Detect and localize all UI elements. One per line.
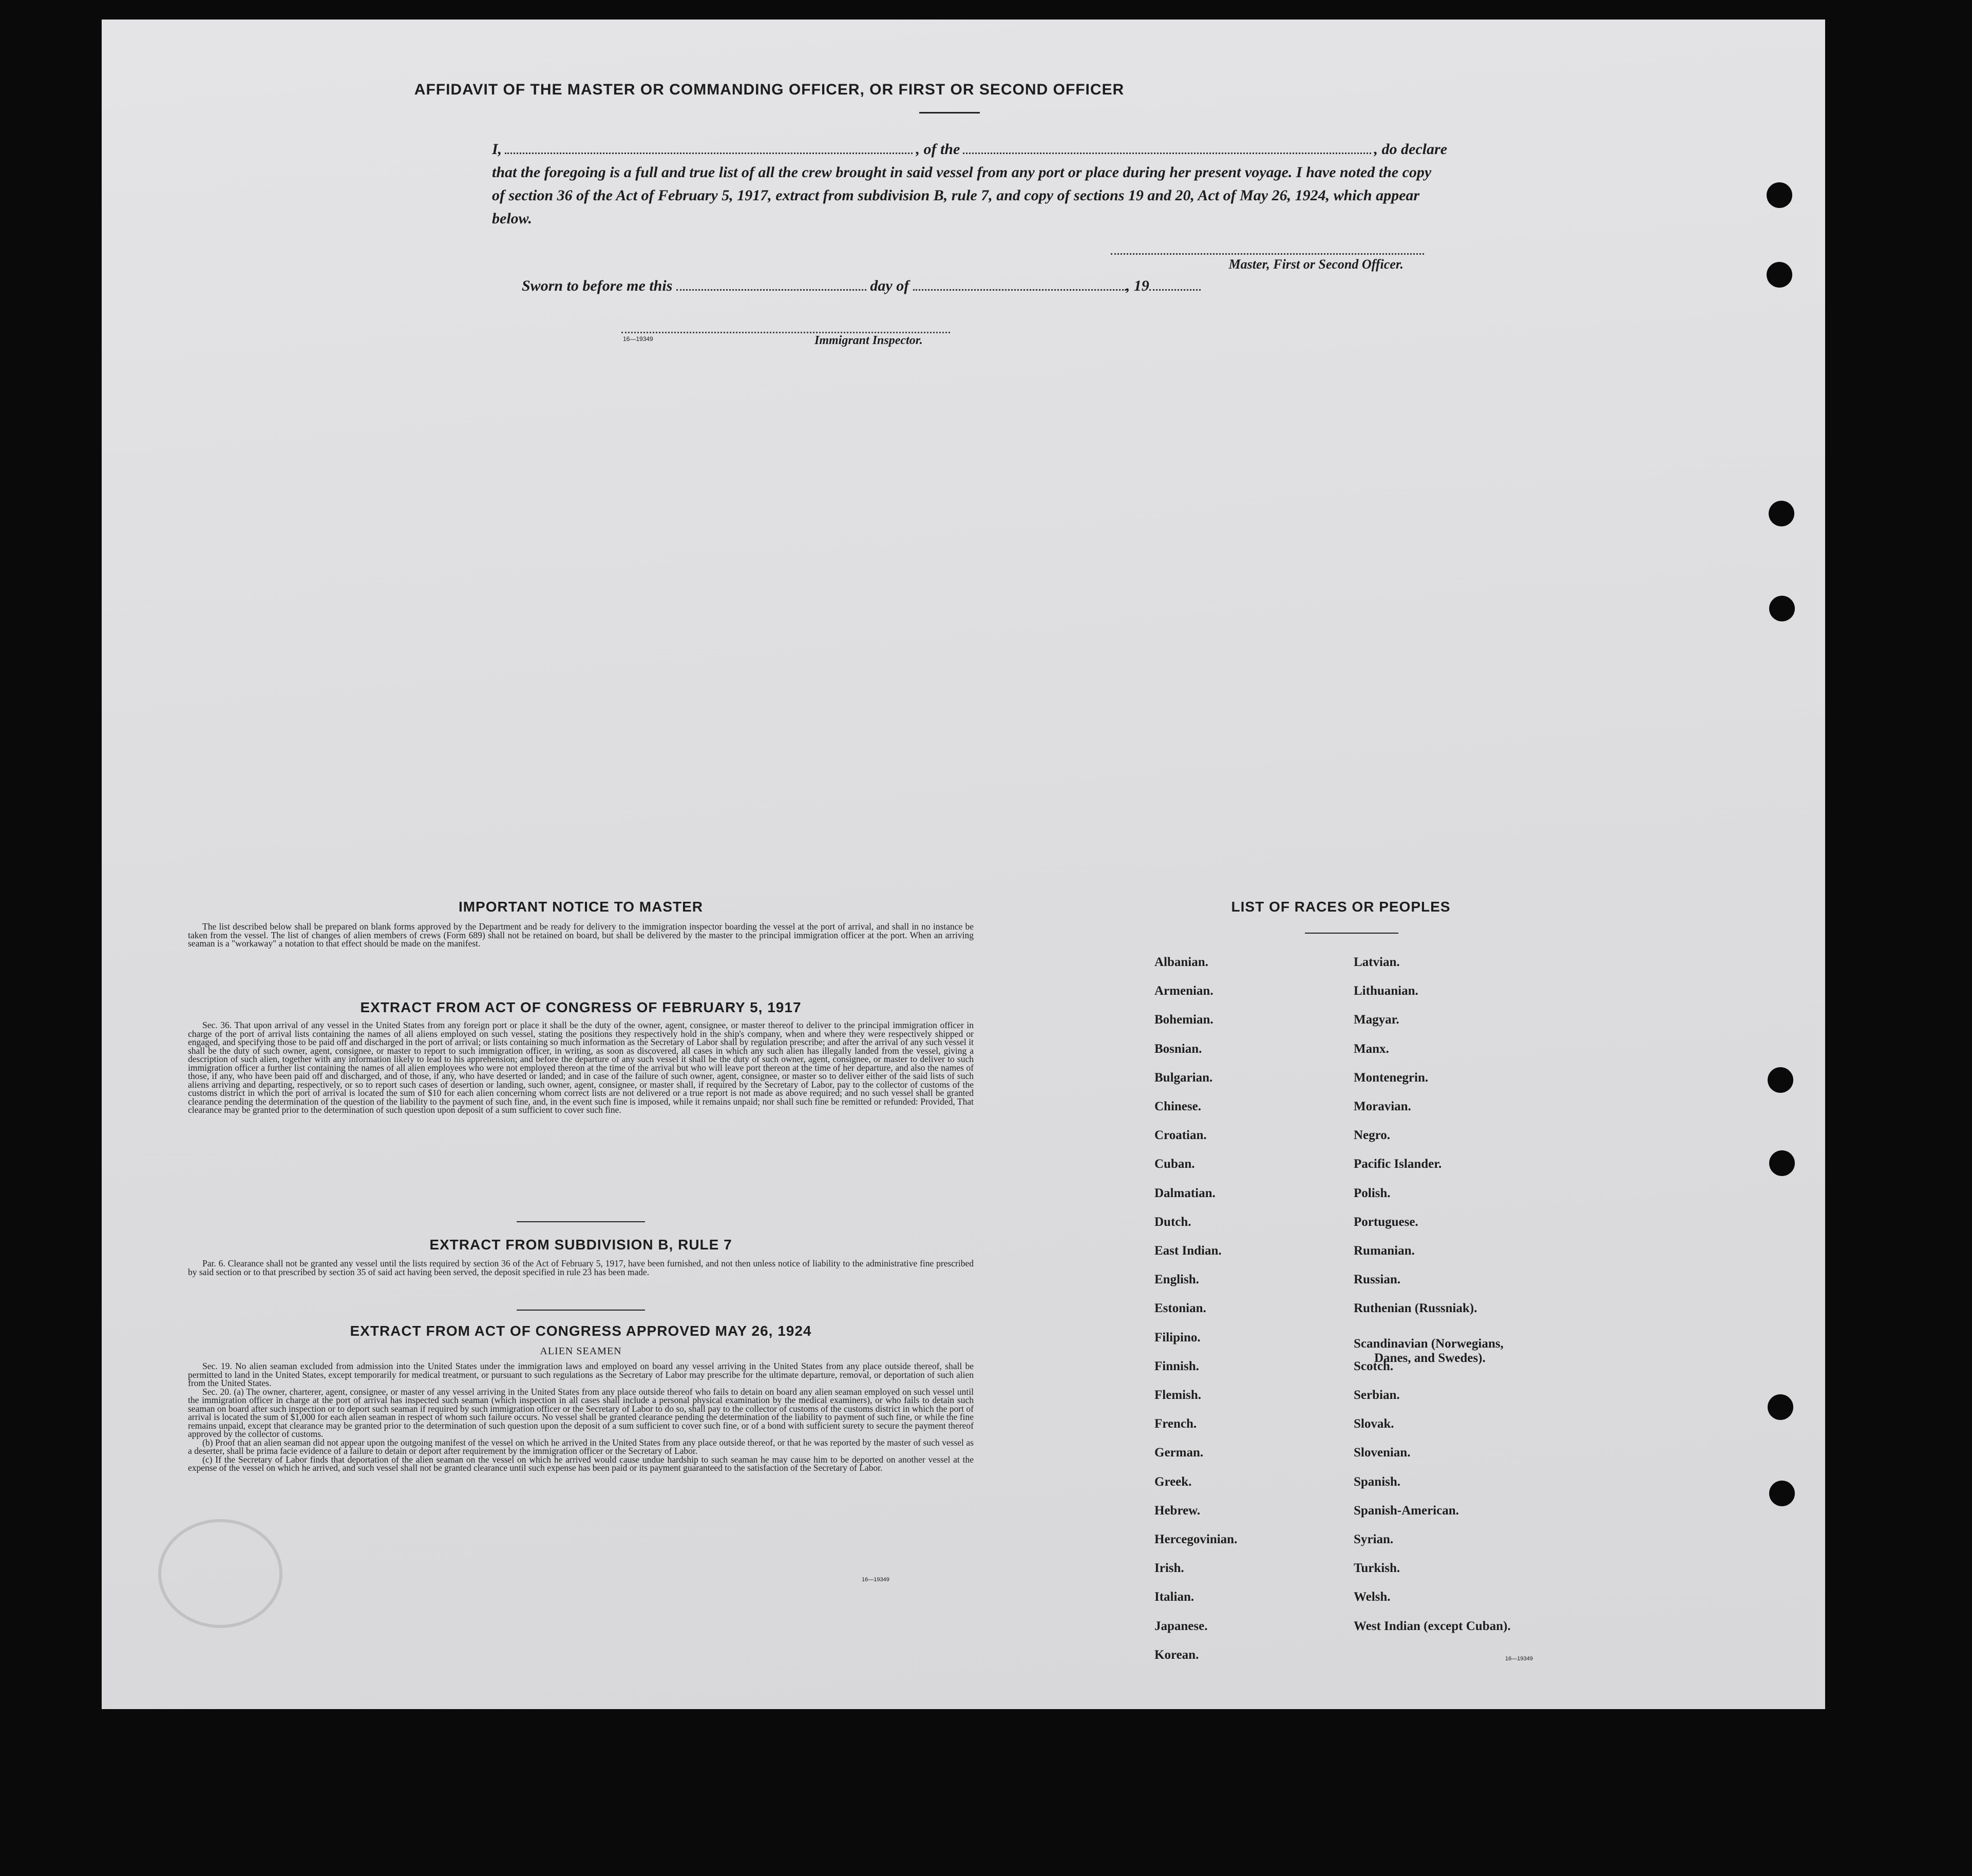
punch-hole	[1769, 596, 1795, 621]
notice-text	[188, 922, 974, 948]
race-item: Negro.	[1354, 1128, 1391, 1143]
section-rule	[517, 1221, 645, 1222]
race-item: Magyar.	[1354, 1013, 1399, 1027]
race-item: Manx.	[1354, 1041, 1389, 1056]
race-item: Spanish-American.	[1354, 1503, 1459, 1518]
race-item: German.	[1154, 1446, 1204, 1460]
document-page	[102, 20, 1825, 1709]
section-36: Sec. 36. That upon arrival of any vessel in the United States from any foreign port or place it shall be the duty of the owner, agent, consignee, or master thereof to deliver to the principal immigration officer in charge of the port of arrival lists containing the names of all aliens employed on such vessel, stating the positions they respectively hold in the ship's company, when and where they were respectively shipped or engaged, and specifying those to be paid off and discharged in the port of arrival; or lists containing so much information as the Secretary of Labor shall by regulation prescribe; and after the arrival of any such vessel it shall be the duty of such owner, agent, consignee, or master to report to such immigration officer, in writing, as soon as discovered, all cases in which any such alien has illegally landed from the vessel, giving a description of such alien, together with any information likely to lead to his apprehension; and before the departure of any such vessel it shall be the duty of such owner, agent, consignee, or master to deliver to such immigration officer a further list containing the names of all alien employees who were not employed thereon at the time of the arrival but who will leave port thereon at the time of her departure, and also the names of those, if any, who have been paid off and discharged, and of those, if any, who have deserted or landed; and in case of the failure of such owner, agent, consignee, or master so to deliver either of the said lists of such aliens arriving and departing, respectively, or so to report such cases of desertion or landing, such owner, agent, consignee, or master shall, if required by the Secretary of Labor, pay to the collector of customs of the customs district in which the port of arrival is located the sum of $10 for each alien concerning whom correct lists are not delivered or a true report is not made as above required; and no such vessel shall be granted clearance pending the determination of the question of the liability to the payment of such fine, and, in the event such fine is imposed, while it remains unpaid; nor shall such fine be remitted or refunded: Provided, That clearance may be granted prior to the determination of such question upon deposit of a sum sufficient to cover such fine.	[188, 1020, 974, 1115]
race-item: Dalmatian.	[1154, 1186, 1216, 1200]
declaration	[492, 138, 1447, 230]
inspector-signature-line[interactable]	[621, 332, 950, 333]
race-item: Serbian.	[1354, 1388, 1400, 1402]
extract-rule7-text	[188, 1259, 974, 1276]
of-label: , of the	[916, 141, 960, 158]
race-item: Albanian.	[1154, 955, 1208, 969]
race-item: Lithuanian.	[1354, 984, 1418, 998]
punch-hole	[1769, 1481, 1795, 1506]
race-item: Korean.	[1154, 1647, 1199, 1662]
punch-hole	[1768, 1394, 1793, 1420]
race-item: Bulgarian.	[1154, 1070, 1213, 1085]
punch-hole	[1767, 182, 1792, 208]
month-blank[interactable]	[913, 289, 1126, 291]
race-item: Armenian.	[1154, 984, 1213, 998]
race-item: East Indian.	[1154, 1244, 1222, 1258]
race-item: Estonian.	[1154, 1301, 1206, 1316]
master-signature-line[interactable]	[1111, 253, 1424, 255]
race-item: Hebrew.	[1154, 1503, 1201, 1518]
race-item: Spanish.	[1354, 1474, 1401, 1489]
alien-seamen-subtitle: ALIEN SEAMEN	[540, 1346, 622, 1357]
section-20b: (b) Proof that an alien seaman did not appear upon the outgoing manifest of the vessel on which he arrived in the United States from any place outside thereof, or that he was reported by the master of such vessel as a deserter, shall be prima facie evidence of a failure to detain or deport after requirement by the immigration officer or the Secretary of Labor.	[188, 1437, 974, 1456]
punch-hole	[1769, 1150, 1795, 1176]
extract-1924-text	[188, 1362, 974, 1472]
declaration-text: that the foregoing is a full and true list of all the crew brought in said vessel from any port or place during her present voyage. I have noted the copy of section 36 of the Act of February 5, 1917, extract from subdivision B, rule 7, and copy of sections 19 and 20, Act of May 26, 1924, which appear below.	[492, 164, 1432, 227]
race-item: Polish.	[1354, 1186, 1391, 1200]
sworn-label: Sworn to before me this	[522, 277, 673, 294]
race-item: Japanese.	[1154, 1619, 1208, 1633]
race-item: Welsh.	[1354, 1590, 1391, 1604]
race-item: Finnish.	[1154, 1359, 1199, 1373]
races-title: LIST OF RACES OR PEOPLES	[1231, 899, 1451, 915]
race-item: English.	[1154, 1273, 1199, 1287]
race-item: Slovenian.	[1354, 1446, 1411, 1460]
title-rule	[919, 112, 980, 113]
race-item: Cuban.	[1154, 1157, 1195, 1171]
race-item: Portuguese.	[1354, 1215, 1418, 1229]
punch-hole	[1767, 262, 1792, 288]
notice-title: IMPORTANT NOTICE TO MASTER	[458, 899, 704, 915]
i-label: I,	[492, 141, 502, 158]
race-item: Irish.	[1154, 1561, 1184, 1576]
year-label: , 19	[1126, 277, 1149, 294]
form-number: 16—19349	[1505, 1656, 1533, 1662]
race-item: Montenegrin.	[1354, 1070, 1429, 1085]
vessel-blank[interactable]	[963, 153, 1371, 154]
race-item: Russian.	[1354, 1273, 1401, 1287]
race-item: Bohemian.	[1154, 1013, 1213, 1027]
race-item: West Indian (except Cuban).	[1354, 1619, 1511, 1633]
punch-hole	[1769, 501, 1794, 526]
inspector-label: Immigrant Inspector.	[814, 334, 923, 347]
punch-hole	[1768, 1067, 1793, 1093]
race-item: Turkish.	[1354, 1561, 1400, 1576]
race-item: Filipino.	[1154, 1330, 1201, 1344]
year-blank[interactable]	[1149, 289, 1201, 291]
race-item: Dutch.	[1154, 1215, 1191, 1229]
race-item: Latvian.	[1354, 955, 1400, 969]
race-item: Greek.	[1154, 1474, 1192, 1489]
sworn-line	[522, 277, 1201, 295]
race-item: Flemish.	[1154, 1388, 1201, 1402]
races-title-rule	[1305, 933, 1398, 934]
race-item: Ruthenian (Russniak).	[1354, 1301, 1477, 1316]
section-20a: Sec. 20. (a) The owner, charterer, agent, consignee, or master of any vessel arriving in the United States from any place outside thereof who fails to detain on board any alien seaman employed on such vessel until the immigration officer in charge at the port of arrival has inspected such seaman (which inspection in all cases shall include a personal physical examination by the medical examiners), or who fails to detain such seaman on board after such inspection or to deport such seaman if required by such immigration officer or the Secretary of Labor to do so, shall pay to the collector of customs of the customs district in which the port of arrival is located the sum of $1,000 for each alien seaman in respect of whom such failure occurs. No vessel shall be granted clearance pending the determination of the liability to payment of such fine, or while the fine remains unpaid, except that clearance may be granted prior to the determination of such question upon the deposit of a sum sufficient to cover such fine, or of a bond with sufficient surety to secure the payment thereof approved by the collector of customs.	[188, 1386, 974, 1439]
master-signature-label: Master, First or Second Officer.	[1228, 257, 1404, 272]
race-item: Slovak.	[1354, 1417, 1394, 1431]
race-item: French.	[1154, 1417, 1197, 1431]
day-of-label: day of	[870, 277, 909, 294]
extract-1917-text	[188, 1021, 974, 1114]
race-item: Hercegovinian.	[1154, 1532, 1238, 1546]
declare-label: , do declare	[1374, 141, 1448, 158]
section-rule	[517, 1310, 645, 1311]
race-item: Danes, and Swedes).	[1374, 1351, 1486, 1365]
race-item: Bosnian.	[1154, 1041, 1202, 1056]
form-number: 16—19349	[862, 1577, 889, 1583]
extract-1917-title: EXTRACT FROM ACT OF CONGRESS OF FEBRUARY 5, 1917	[360, 999, 802, 1015]
notice-paragraph: The list described below shall be prepared on blank forms approved by the Department and be ready for delivery to the immigration inspector boarding the vessel at the port of arrival, and shall in no instance be taken from the vessel. The list of changes of alien members of crews (Form 689) shall not be retained on board, but shall be delivered by the master to the principal immigration officer at the port. When an arriving seaman is a "workaway" a notation to that effect should be made on the manifest.	[188, 921, 974, 949]
race-item: Rumanian.	[1354, 1244, 1415, 1258]
day-blank[interactable]	[676, 289, 866, 291]
name-blank[interactable]	[505, 153, 913, 154]
extract-1924-title: EXTRACT FROM ACT OF CONGRESS APPROVED MAY 26, 1924	[350, 1323, 812, 1339]
paragraph-6: Par. 6. Clearance shall not be granted any vessel until the lists required by section 36 of the Act of February 5, 1917, have been furnished, and not then unless notice of liability to the administrative fine prescribed by said section or to that prescribed by section 35 of said act having been served, the deposit specified in rule 23 has been made.	[188, 1258, 974, 1277]
section-20c: (c) If the Secretary of Labor finds that deportation of the alien seaman on the vessel on which he arrived would cause undue hardship to such seaman he may cause him to be deported on another vessel at the expense of the vessel on which he arrived, and such vessel shall not be granted clearance until such expense has been paid or its payment guaranteed to the satisfaction of the Secretary of Labor.	[188, 1454, 974, 1473]
declaration-line	[492, 138, 1447, 161]
race-item: Pacific Islander.	[1354, 1157, 1442, 1171]
race-item: Italian.	[1154, 1590, 1194, 1604]
race-item: Scotch.	[1354, 1359, 1394, 1373]
embossed-seal	[158, 1519, 282, 1628]
affidavit-title: AFFIDAVIT OF THE MASTER OR COMMANDING OFFICER, OR FIRST OR SECOND OFFICER	[414, 81, 1125, 98]
extract-rule7-title: EXTRACT FROM SUBDIVISION B, RULE 7	[429, 1237, 732, 1253]
form-number: 16—19349	[623, 335, 653, 343]
race-item: Croatian.	[1154, 1128, 1207, 1143]
race-item: Syrian.	[1354, 1532, 1394, 1546]
section-19: Sec. 19. No alien seaman excluded from admission into the United States under the immigration laws and employed on board any vessel arriving in the United States from any place outside thereof, shall be permitted to land in the United States, except temporarily for medical treatment, or pursuant to such regulations as the Secretary of Labor may prescribe for the ultimate departure, removal, or deportation of such alien from the United States.	[188, 1361, 974, 1388]
race-item: Scandinavian (Norwegians,	[1354, 1336, 1504, 1351]
race-item: Chinese.	[1154, 1100, 1201, 1113]
race-item: Moravian.	[1354, 1100, 1411, 1113]
